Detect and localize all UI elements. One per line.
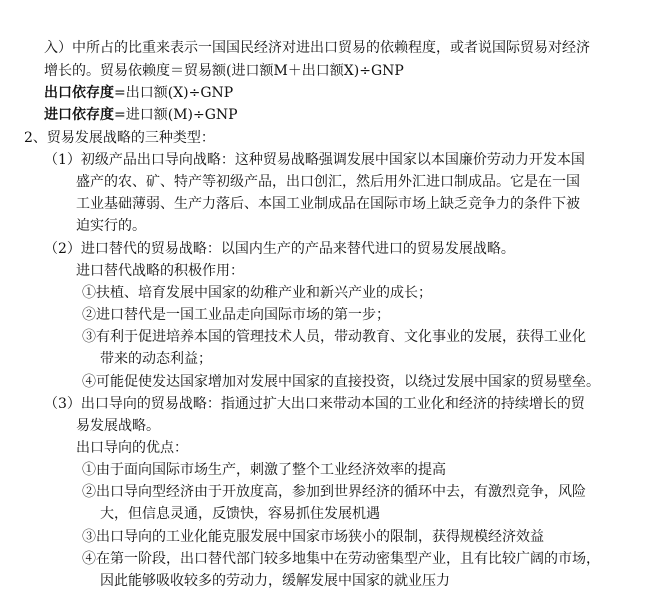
export-dependency-label: 出口依存度: [44, 85, 114, 101]
export-dependency-formula: [44, 83, 233, 104]
type2-line-1: （2）进口替代的贸易战略：以国内生产的产品来替代进口的贸易发展战略。: [44, 241, 515, 257]
type2-item-1: ①扶植、培育发展中国家的幼稚产业和新兴产业的成长；: [82, 285, 432, 301]
type3-line-2: 易发展战略。: [76, 418, 160, 434]
type3-item-2-line-1: ②出口导向型经济由于开放度高，参加到世界经济的循环中去，有激烈竞争，风险: [82, 484, 586, 500]
intro-line-2: 增长的。贸易依赖度＝贸易额(进口额M＋出口额X)÷GNP: [44, 63, 404, 79]
export-dependency-expression: =出口额(X)÷GNP: [114, 85, 234, 101]
type2-item-2: ②进口替代是一国工业品走向国际市场的第一步；: [82, 307, 390, 323]
type3-sub-heading: 出口导向的优点：: [76, 440, 188, 456]
import-dependency-label: 进口依存度: [44, 107, 114, 123]
intro-line-1: 入）中所占的比重来表示一国国民经济对进出口贸易的依赖程度，或者说国际贸易对经济: [44, 40, 590, 56]
section-2-heading: 2、贸易发展战略的三种类型：: [24, 130, 215, 146]
type1-line-2: 盛产的农、矿、特产等初级产品，出口创汇，然后用外汇进口制成品。它是在一国: [76, 174, 580, 190]
type3-item-1: ①由于面向国际市场生产，刺激了整个工业经济效率的提高: [82, 462, 446, 478]
type1-line-1: （1）初级产品出口导向战略：这种贸易战略强调发展中国家以本国廉价劳动力开发本国: [44, 152, 585, 168]
import-dependency-expression: =进口额(M)÷GNP: [114, 107, 238, 123]
type2-item-4: ④可能促使发达国家增加对发展中国家的直接投资，以绕过发展中国家的贸易壁垒。: [82, 374, 600, 390]
type3-item-2-line-2: 大，但信息灵通，反馈快，容易抓住发展机遇: [100, 506, 380, 522]
type1-line-4: 迫实行的。: [76, 218, 146, 234]
type2-item-3-line-2: 带来的动态利益；: [100, 351, 212, 367]
type3-item-4-line-1: ④在第一阶段，出口替代部门较多地集中在劳动密集型产业，且有比较广阔的市场，: [82, 551, 600, 567]
type3-item-3: ③出口导向的工业化能克服发展中国家市场狭小的限制，获得规模经济效益: [82, 529, 544, 545]
import-dependency-formula: [44, 105, 238, 126]
type3-item-4-line-2: 因此能够吸收较多的劳动力，缓解发展中国家的就业压力: [100, 573, 450, 589]
type1-line-3: 工业基础薄弱、生产力落后、本国工业制成品在国际市场上缺乏竞争力的条件下被: [76, 196, 580, 212]
type3-line-1: （3）出口导向的贸易战略：指通过扩大出口来带动本国的工业化和经济的持续增长的贸: [44, 396, 585, 412]
type2-sub-heading: 进口替代战略的积极作用：: [76, 263, 244, 279]
type2-item-3-line-1: ③有利于促进培养本国的管理技术人员，带动教育、文化事业的发展，获得工业化: [82, 329, 586, 345]
